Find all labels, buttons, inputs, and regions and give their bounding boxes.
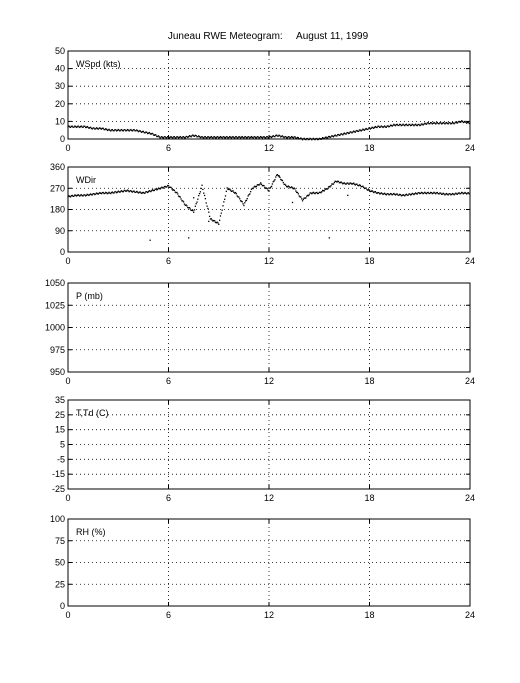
data-point bbox=[238, 196, 239, 197]
data-point bbox=[225, 195, 226, 196]
data-point bbox=[345, 133, 346, 134]
data-point bbox=[285, 185, 286, 186]
data-point bbox=[369, 190, 370, 191]
data-point bbox=[267, 188, 268, 189]
data-point bbox=[347, 195, 348, 196]
y-tick-label: 0 bbox=[59, 134, 65, 144]
data-point bbox=[282, 180, 283, 181]
data-point bbox=[197, 199, 198, 200]
y-tick-label: 5 bbox=[59, 439, 65, 450]
data-point bbox=[426, 124, 427, 125]
data-point bbox=[462, 121, 463, 122]
x-tick-label: 0 bbox=[65, 256, 71, 266]
data-point bbox=[360, 185, 361, 186]
data-point bbox=[166, 186, 167, 187]
data-point bbox=[180, 196, 181, 197]
data-point bbox=[184, 203, 185, 204]
x-tick-label: 12 bbox=[263, 256, 275, 266]
y-tick-label: 360 bbox=[49, 162, 65, 172]
data-point bbox=[256, 186, 257, 187]
data-point bbox=[376, 127, 377, 128]
data-point bbox=[174, 190, 175, 191]
data-point bbox=[302, 200, 303, 201]
data-point bbox=[300, 196, 301, 197]
data-point bbox=[294, 136, 295, 137]
data-point bbox=[324, 138, 325, 139]
data-point bbox=[440, 193, 441, 194]
x-tick-label: 24 bbox=[464, 256, 476, 266]
data-point bbox=[236, 193, 237, 194]
data-point bbox=[252, 188, 253, 189]
data-point bbox=[324, 190, 325, 191]
data-point bbox=[176, 192, 177, 193]
chart-title: Juneau RWE Meteogram: August 11, 1999 bbox=[167, 31, 369, 42]
data-point bbox=[274, 179, 275, 180]
data-point bbox=[230, 189, 231, 190]
y-tick-label: 0 bbox=[59, 247, 65, 257]
data-point bbox=[205, 198, 206, 199]
data-point bbox=[224, 199, 225, 200]
panel-label: WDir bbox=[76, 175, 96, 185]
data-point bbox=[193, 212, 194, 213]
x-tick-label: 0 bbox=[65, 493, 71, 503]
data-point bbox=[367, 129, 368, 130]
data-point bbox=[180, 198, 181, 199]
data-point bbox=[327, 137, 328, 138]
data-point bbox=[192, 210, 193, 211]
data-point bbox=[386, 127, 387, 128]
data-point bbox=[469, 193, 470, 194]
x-tick-label: 0 bbox=[65, 610, 71, 620]
data-point bbox=[204, 195, 205, 196]
data-point bbox=[73, 196, 74, 197]
panel-label: RH (%) bbox=[76, 527, 106, 537]
y-tick-label: 75 bbox=[54, 535, 65, 546]
y-tick-label: 35 bbox=[54, 395, 65, 405]
data-point bbox=[214, 220, 215, 221]
data-point bbox=[227, 187, 228, 188]
data-point bbox=[196, 201, 197, 202]
data-point bbox=[201, 185, 202, 186]
y-tick-label: 10 bbox=[54, 116, 65, 127]
data-point bbox=[92, 194, 93, 195]
data-point bbox=[261, 184, 262, 185]
y-tick-label: 950 bbox=[49, 367, 65, 377]
panel-pres bbox=[45, 278, 475, 386]
data-point bbox=[194, 209, 195, 210]
data-point bbox=[154, 190, 155, 191]
data-point bbox=[221, 212, 222, 213]
x-tick-label: 18 bbox=[364, 143, 375, 153]
data-point bbox=[196, 135, 197, 136]
data-point bbox=[90, 127, 91, 128]
data-point bbox=[336, 135, 337, 136]
data-point bbox=[378, 192, 379, 193]
data-point bbox=[190, 208, 191, 209]
y-tick-label: 90 bbox=[54, 225, 65, 236]
panel-label: T,Td (C) bbox=[76, 408, 109, 418]
x-tick-label: 24 bbox=[464, 610, 476, 620]
data-point bbox=[103, 128, 104, 129]
data-point bbox=[327, 188, 328, 189]
data-point bbox=[305, 197, 306, 198]
data-point bbox=[171, 188, 172, 189]
data-point bbox=[203, 192, 204, 193]
data-point bbox=[271, 186, 272, 187]
data-point bbox=[211, 218, 212, 219]
y-tick-label: 25 bbox=[54, 409, 65, 420]
data-point bbox=[268, 137, 269, 138]
data-point bbox=[217, 222, 218, 223]
x-tick-label: 24 bbox=[464, 493, 476, 503]
data-point bbox=[397, 193, 398, 194]
data-point bbox=[356, 184, 357, 185]
y-tick-label: 180 bbox=[49, 204, 65, 215]
data-point bbox=[334, 182, 335, 183]
data-point bbox=[188, 237, 189, 238]
data-point bbox=[330, 185, 331, 186]
data-point bbox=[242, 201, 243, 202]
x-tick-label: 6 bbox=[165, 143, 172, 153]
y-tick-label: 40 bbox=[54, 63, 65, 74]
x-tick-label: 12 bbox=[263, 610, 275, 620]
y-tick-label: 0 bbox=[59, 601, 65, 611]
data-point bbox=[273, 180, 274, 181]
data-point bbox=[294, 188, 295, 189]
panel-label: WSpd (kts) bbox=[76, 59, 121, 69]
x-tick-label: 6 bbox=[165, 493, 172, 503]
data-point bbox=[407, 195, 408, 196]
x-tick-label: 18 bbox=[364, 256, 375, 266]
data-point bbox=[321, 191, 322, 192]
data-point bbox=[143, 131, 144, 132]
data-point bbox=[218, 224, 219, 225]
data-point bbox=[468, 122, 469, 123]
y-tick-label: -25 bbox=[51, 484, 65, 494]
data-point bbox=[298, 193, 299, 194]
data-point bbox=[460, 121, 461, 122]
data-point bbox=[226, 191, 227, 192]
data-point bbox=[355, 131, 356, 132]
data-point bbox=[329, 237, 330, 238]
y-tick-label: 1025 bbox=[44, 300, 65, 311]
x-tick-label: 12 bbox=[263, 143, 275, 153]
data-point bbox=[185, 137, 186, 138]
data-point bbox=[247, 198, 248, 199]
data-point bbox=[163, 187, 164, 188]
data-point bbox=[134, 191, 135, 192]
data-point bbox=[298, 137, 299, 138]
data-point bbox=[113, 192, 114, 193]
data-point bbox=[250, 191, 251, 192]
data-point bbox=[202, 189, 203, 190]
data-point bbox=[460, 193, 461, 194]
data-point bbox=[274, 136, 275, 137]
y-tick-label: 1000 bbox=[44, 322, 65, 333]
panel-rh bbox=[50, 514, 475, 620]
x-tick-label: 18 bbox=[364, 493, 375, 503]
data-point bbox=[272, 183, 273, 184]
data-point bbox=[200, 191, 201, 192]
y-tick-label: 270 bbox=[49, 183, 65, 194]
data-point bbox=[333, 183, 334, 184]
data-point bbox=[150, 191, 151, 192]
data-point bbox=[209, 216, 210, 217]
data-point bbox=[223, 201, 224, 202]
y-tick-label: 975 bbox=[49, 344, 65, 355]
y-tick-label: -5 bbox=[56, 454, 65, 465]
data-point bbox=[244, 202, 245, 203]
panel-wspd bbox=[55, 46, 475, 153]
data-point bbox=[195, 206, 196, 207]
data-point bbox=[263, 185, 264, 186]
x-tick-label: 24 bbox=[464, 143, 476, 153]
x-tick-label: 12 bbox=[263, 376, 275, 386]
data-point bbox=[260, 182, 261, 183]
y-tick-label: 50 bbox=[54, 46, 65, 56]
y-tick-label: 15 bbox=[54, 424, 65, 435]
data-point bbox=[417, 193, 418, 194]
data-point bbox=[309, 194, 310, 195]
data-point bbox=[259, 184, 260, 185]
data-point bbox=[338, 181, 339, 182]
data-point bbox=[420, 125, 421, 126]
data-point bbox=[349, 132, 350, 133]
data-point bbox=[168, 185, 169, 186]
data-point bbox=[301, 198, 302, 199]
data-point bbox=[235, 192, 236, 193]
data-point bbox=[152, 133, 153, 134]
data-point bbox=[358, 131, 359, 132]
data-point bbox=[278, 176, 279, 177]
data-point bbox=[222, 210, 223, 211]
data-point bbox=[186, 205, 187, 206]
data-point bbox=[247, 195, 248, 196]
data-point bbox=[283, 182, 284, 183]
data-point bbox=[366, 188, 367, 189]
data-point bbox=[208, 221, 209, 222]
data-point bbox=[84, 126, 85, 127]
data-point bbox=[220, 215, 221, 216]
data-point bbox=[206, 202, 207, 203]
data-point bbox=[243, 205, 244, 206]
data-point bbox=[193, 197, 194, 198]
y-tick-label: 25 bbox=[54, 579, 65, 590]
data-point bbox=[146, 132, 147, 133]
y-tick-label: 100 bbox=[49, 514, 65, 524]
y-tick-label: 1050 bbox=[44, 278, 65, 288]
x-tick-label: 0 bbox=[65, 376, 71, 386]
data-point bbox=[239, 198, 240, 199]
data-point bbox=[208, 212, 209, 213]
panel-label: P (mb) bbox=[76, 291, 103, 301]
data-point bbox=[177, 193, 178, 194]
x-tick-label: 12 bbox=[263, 493, 275, 503]
data-point bbox=[183, 201, 184, 202]
data-point bbox=[292, 202, 293, 203]
data-point bbox=[295, 190, 296, 191]
x-tick-label: 6 bbox=[165, 376, 172, 386]
data-point bbox=[457, 122, 458, 123]
data-point bbox=[157, 189, 158, 190]
x-tick-label: 18 bbox=[364, 376, 375, 386]
data-point bbox=[340, 134, 341, 135]
data-point bbox=[189, 207, 190, 208]
y-tick-label: 50 bbox=[54, 557, 65, 568]
panel-temp bbox=[52, 395, 475, 503]
data-point bbox=[469, 123, 470, 124]
data-point bbox=[375, 191, 376, 192]
data-point bbox=[268, 190, 269, 191]
data-point bbox=[362, 186, 363, 187]
data-point bbox=[232, 190, 233, 191]
x-tick-label: 24 bbox=[464, 376, 476, 386]
panel-wdir bbox=[50, 162, 475, 266]
data-point bbox=[371, 128, 372, 129]
data-point bbox=[330, 186, 331, 187]
x-tick-label: 6 bbox=[165, 256, 172, 266]
data-point bbox=[303, 199, 304, 200]
data-point bbox=[242, 203, 243, 204]
data-point bbox=[389, 126, 390, 127]
data-point bbox=[144, 192, 145, 193]
data-point bbox=[297, 192, 298, 193]
data-point bbox=[199, 193, 200, 194]
data-point bbox=[123, 191, 124, 192]
data-point bbox=[207, 208, 208, 209]
data-point bbox=[149, 240, 150, 241]
x-tick-label: 6 bbox=[165, 610, 172, 620]
data-point bbox=[155, 134, 156, 135]
data-point bbox=[170, 187, 171, 188]
y-tick-label: -15 bbox=[51, 469, 65, 480]
data-point bbox=[196, 203, 197, 204]
data-point bbox=[201, 188, 202, 189]
x-tick-label: 18 bbox=[364, 610, 375, 620]
data-point bbox=[275, 176, 276, 177]
data-point bbox=[222, 205, 223, 206]
data-point bbox=[289, 186, 290, 187]
data-point bbox=[249, 193, 250, 194]
data-point bbox=[219, 220, 220, 221]
y-tick-label: 20 bbox=[54, 98, 65, 109]
data-point bbox=[246, 200, 247, 201]
data-point bbox=[206, 205, 207, 206]
data-point bbox=[198, 195, 199, 196]
x-tick-label: 0 bbox=[65, 143, 71, 153]
y-tick-label: 30 bbox=[54, 81, 65, 92]
